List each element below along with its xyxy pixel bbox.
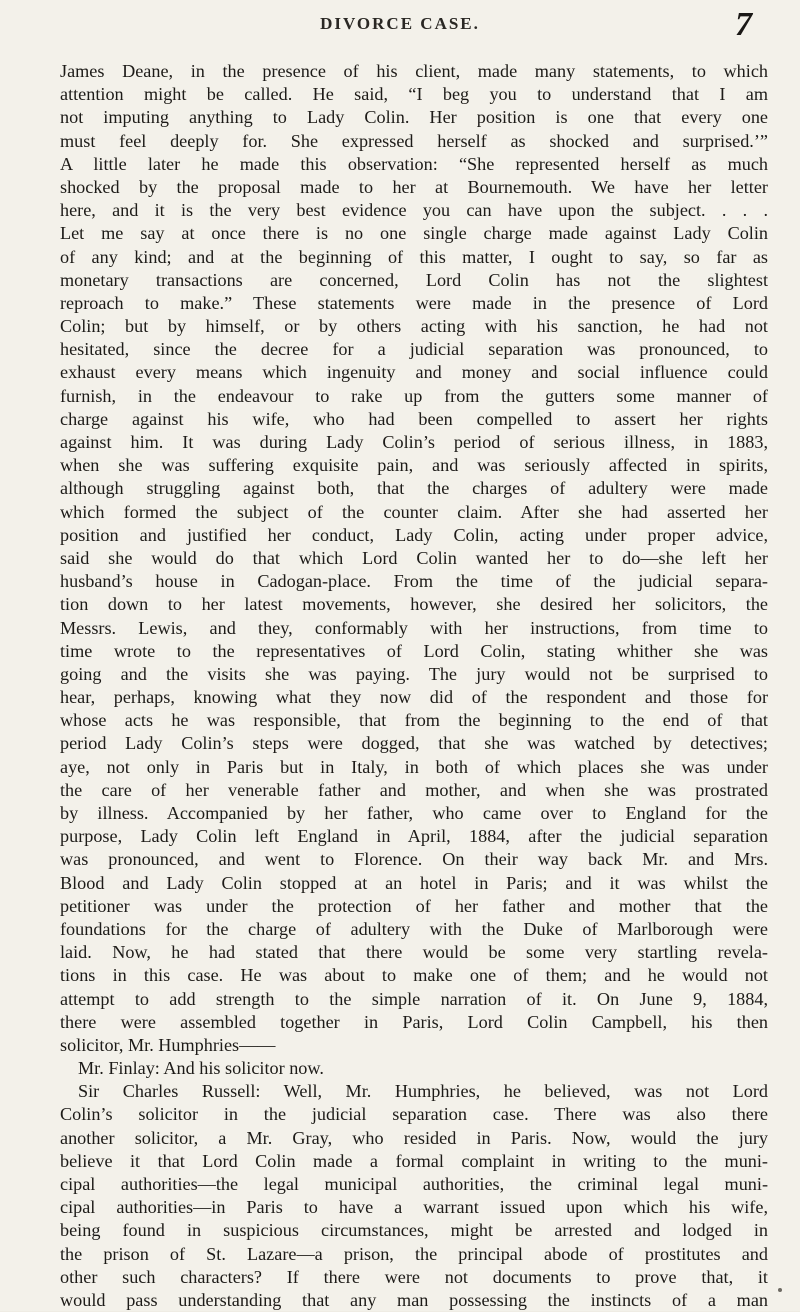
text-line: going and the visits she was paying. The jury would not be surprised to [60, 663, 768, 684]
text-line: although struggling against both, that the charges of adultery were made [60, 478, 768, 499]
text-line: hesitated, since the decree for a judicial separation was pronounced, to [60, 339, 768, 360]
text-line: husband’s house in Cadogan-place. From the time of the judicial separa- [60, 571, 768, 592]
page-number: 7 [735, 6, 752, 43]
text-line: being found in suspicious circumstances, might be arrested and lodged in [60, 1220, 768, 1241]
text-line: believe it that Lord Colin made a formal complaint in writing to the muni- [60, 1150, 768, 1171]
text-line: James Deane, in the presence of his client, made many statements, to which [60, 61, 768, 81]
text-line: Colin’s solicitor in the judicial separation case. There was also there [60, 1104, 768, 1125]
text-line: Mr. Finlay: And his solicitor now. [78, 1058, 324, 1079]
text-line: was pronounced, and went to Florence. On their way back Mr. and Mrs. [60, 849, 768, 870]
text-line: purpose, Lady Colin left England in April, 1884, after the judicial separation [60, 826, 768, 847]
text-line: charge against his wife, who had been compelled to assert her rights [60, 408, 768, 429]
text-line: Blood and Lady Colin stopped at an hotel in Paris; and it was whilst the [60, 872, 768, 893]
running-head [40, 6, 760, 52]
text-line: there were assembled together in Paris, Lord Colin Campbell, his then [60, 1011, 768, 1032]
text-line: whose acts he was responsible, that from the beginning to the end of that [60, 710, 768, 731]
text-line: the care of her venerable father and mother, and when she was prostrated [60, 779, 768, 800]
text-line: exhaust every means which ingenuity and money and social influence could [60, 362, 768, 383]
text-line: furnish, in the endeavour to rake up from the gutters some manner of [60, 385, 768, 406]
text-line: other such characters? If there were not documents to prove that, it [60, 1266, 768, 1287]
text-line: position and justified her conduct, Lady Colin, acting under proper advice, [60, 524, 768, 545]
text-line: monetary transactions are concerned, Lord Colin has not the slightest [60, 269, 768, 290]
text-line: Colin; but by himself, or by others acting with his sanction, he had not [60, 316, 768, 337]
text-line: tions in this case. He was about to make one of them; and he would not [60, 965, 768, 986]
text-line: tion down to her latest movements, however, she desired her solicitors, the [60, 594, 768, 615]
body-text [60, 60, 768, 1312]
text-line: solicitor, Mr. Humphries—— [60, 1034, 276, 1055]
text-line: must feel deeply for. She expressed herself as shocked and surprised.’” [60, 130, 768, 151]
text-line: attention might be called. He said, “I beg you to understand that I am [60, 84, 768, 105]
text-line: time wrote to the representatives of Lord Colin, stating whither she was [60, 640, 768, 661]
text-line: when she was suffering exquisite pain, and was seriously affected in spirits, [60, 455, 768, 476]
text-line: hear, perhaps, knowing what they now did of the respondent and those for [60, 687, 768, 708]
text-line: cipal authorities—the legal municipal authorities, the criminal legal muni- [60, 1174, 768, 1194]
text-line: petitioner was under the protection of her father and mother that the [60, 895, 768, 916]
text-line: cipal authorities—in Paris to have a warrant issued upon which his wife, [60, 1197, 768, 1218]
text-line: by illness. Accompanied by her father, who came over to England for the [60, 803, 768, 823]
text-line: shocked by the proposal made to her at Bournemouth. We have her letter [60, 176, 768, 197]
text-line: Let me say at once there is no one single charge made against Lady Colin [60, 223, 768, 244]
text-line: not imputing anything to Lady Colin. Her position is one that every one [60, 107, 768, 128]
text-line: of any kind; and at the beginning of this matter, I ought to say, so far as [60, 246, 768, 267]
text-line: reproach to make.” These statements were made in the presence of Lord [60, 292, 768, 313]
text-line: attempt to add strength to the simple narration of it. On June 9, 1884, [60, 988, 768, 1009]
text-line: against him. It was during Lady Colin’s period of serious illness, in 1883, [60, 432, 768, 452]
running-title: DIVORCE CASE. [320, 14, 480, 33]
text-line: laid. Now, he had stated that there would be some very startling revela- [60, 942, 768, 963]
text-line: here, and it is the very best evidence you can have upon the subject. . . . [60, 200, 768, 221]
text-line: foundations for the charge of adultery with the Duke of Marlborough were [60, 918, 768, 939]
text-line: said she would do that which Lord Colin wanted her to do—she left her [60, 547, 768, 568]
text-line: would pass understanding that any man possessing the instincts of a man [60, 1289, 768, 1310]
text-line: Sir Charles Russell: Well, Mr. Humphries, he believed, was not Lord [78, 1081, 768, 1102]
text-line: which formed the subject of the counter claim. After she had asserted her [60, 501, 768, 522]
text-line: another solicitor, a Mr. Gray, who resided in Paris. Now, would the jury [60, 1127, 768, 1148]
text-line: the prison of St. Lazare—a prison, the principal abode of prostitutes and [60, 1243, 768, 1264]
text-line: A little later he made this observation: “She represented herself as much [60, 153, 768, 174]
text-line: period Lady Colin’s steps were dogged, that she was watched by detectives; [60, 733, 768, 754]
print-speck [778, 1288, 782, 1292]
text-line: Messrs. Lewis, and they, conformably with her instructions, from time to [60, 617, 768, 638]
text-line: aye, not only in Paris but in Italy, in both of which places she was under [60, 756, 768, 777]
